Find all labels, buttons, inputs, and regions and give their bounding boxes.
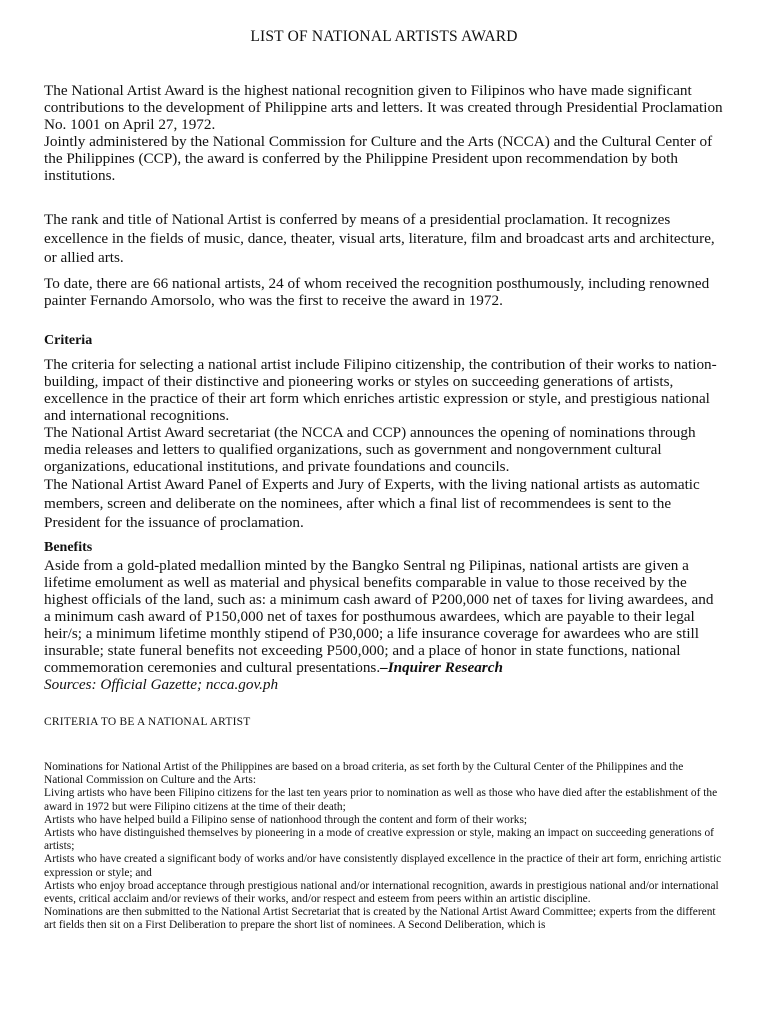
criteria-paragraph-1: The criteria for selecting a national artist include Filipino citizenship, the contribution of their works to nation-building, impact of their distinctive and pioneering works or styles on succeeding generations of artists, excellence in the practice of their art form which enriches artistic expression or style, and prestigious national and international recognitions.: [44, 356, 717, 424]
criteria-line-2: Living artists who have been Filipino citizens for the last ten years prior to nomination as well as those who have died after the establishment of the award in 1972 but were Filipino citizens at the time of their death;: [44, 787, 718, 813]
criteria-section-title: CRITERIA TO BE A NATIONAL ARTIST: [44, 716, 251, 728]
document-title: LIST OF NATIONAL ARTISTS AWARD: [250, 28, 518, 45]
criteria-line-7: Nominations are then submitted to the National Artist Secretariat that is created by the National Artist Award Committee; experts from the different art fields then sit on a First Deliberation to prepare the short list of nominees. A Second Deliberation, which is: [44, 906, 716, 932]
intro-paragraph-4: To date, there are 66 national artists, 24 of whom received the recognition posthumously, including renowned painter Fernando Amorsolo, who was the first to receive the award in 1972.: [44, 275, 710, 309]
benefits-paragraph: [44, 557, 724, 676]
criteria-heading: Criteria: [44, 333, 93, 348]
sources-line: Sources: Official Gazette; ncca.gov.ph: [44, 676, 279, 693]
criteria-line-5: Artists who have created a significant body of works and/or have consistently displayed excellence in the practice of their art form, enriching artistic expression or style; and: [44, 853, 722, 879]
criteria-paragraph-3: The National Artist Award Panel of Experts and Jury of Experts, with the living national artists as automatic members, screen and deliberate on the nominees, after which a final list of recommendees is sent to the President for the issuance of proclamation.: [44, 476, 700, 531]
benefits-text: Aside from a gold-plated medallion minted by the Bangko Sentral ng Pilipinas, national artists are given a lifetime emolument as well as material and physical benefits comparable in value to those received by the highest officials of the land, such as: a minimum cash award of P200,000 net of taxes for living awardees, and a minimum cash award of P150,000 net of taxes for posthumous awardees, which are payable to their legal heir/s; a minimum lifetime monthly stipend of P30,000; a life insurance coverage for awardees who are still insurable; state funeral benefits not exceeding P500,000; and a place of honor in state functions, national commemoration ceremonies and cultural presentations.: [44, 557, 714, 676]
criteria-line-3: Artists who have helped build a Filipino sense of nationhood through the content and form of their works;: [44, 813, 528, 826]
intro-paragraph-3: The rank and title of National Artist is conferred by means of a presidential proclamation. It recognizes excellence in the fields of music, dance, theater, visual arts, literature, film and broadcast arts and architecture, or allied arts.: [44, 211, 715, 266]
criteria-paragraph-2: The National Artist Award secretariat (the NCCA and CCP) announces the opening of nominations through media releases and letters to qualified organizations, such as government and nongovernment cultural organizations, educational institutions, and private foundations and councils.: [44, 424, 696, 475]
intro-paragraph-2: Jointly administered by the National Commission for Culture and the Arts (NCCA) and the Cultural Center of the Philippines (CCP), the award is conferred by the Philippine President upon recommendation by both institutions.: [44, 133, 713, 184]
inquirer-credit: –Inquirer Research: [380, 659, 503, 676]
criteria-line-6: Artists who enjoy broad acceptance through prestigious national and/or international recognition, awards in prestigious national and/or international events, critical acclaim and/or reviews of their works, and/or respect and esteem from peers within an artistic discipline.: [44, 879, 719, 906]
criteria-line-4: Artists who have distinguished themselves by pioneering in a mode of creative expression or style, making an impact on succeeding generations of artists;: [44, 827, 714, 853]
benefits-heading: Benefits: [44, 540, 93, 555]
intro-paragraph-1: The National Artist Award is the highest national recognition given to Filipinos who have made significant contributions to the development of Philippine arts and letters. It was created through Presidential Proclamation No. 1001 on April 27, 1972.: [44, 82, 723, 133]
criteria-line-1: Nominations for National Artist of the Philippines are based on a broad criteria, as set forth by the Cultural Center of the Philippines and the National Commission on Culture and the Arts:: [44, 761, 684, 787]
